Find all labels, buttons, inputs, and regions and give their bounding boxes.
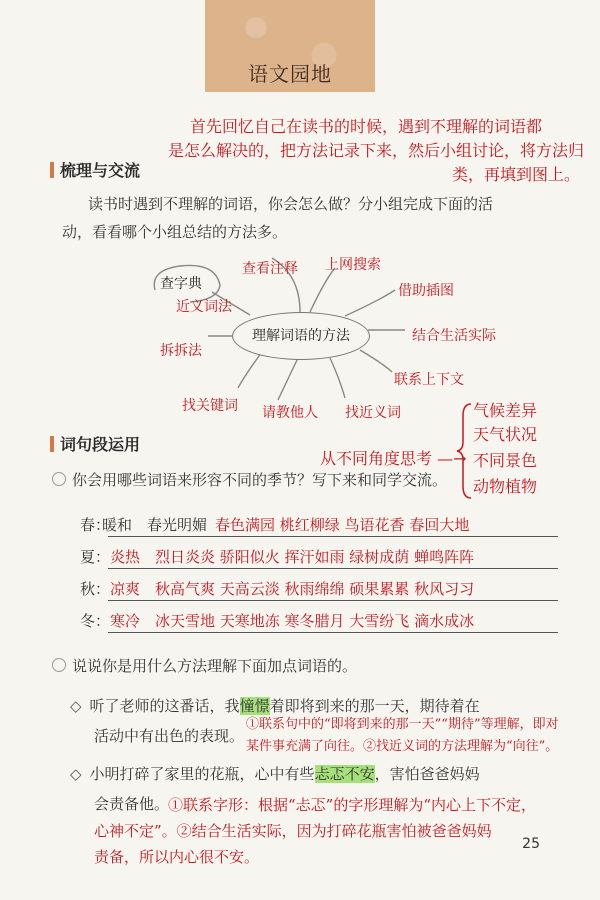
sentence-1-note-line-1: ①联系句中的“即将到来的那一天”“期待”等理解，即对 bbox=[246, 717, 559, 732]
top-note-line-1: 首先回忆自己在读书的时候，遇到不理解的词语都 bbox=[190, 117, 543, 136]
branch-line bbox=[345, 290, 395, 316]
mindmap-node: 上网搜索 bbox=[325, 257, 381, 273]
banner-title: 语文园地 bbox=[248, 62, 332, 86]
question-1: 你会用哪些词语来形容不同的季节？写下来和同学交流。 bbox=[52, 466, 447, 494]
answer-line bbox=[108, 600, 558, 601]
question-marker-icon bbox=[52, 658, 66, 672]
answer-line bbox=[108, 632, 558, 633]
branch-line bbox=[310, 268, 335, 312]
mindmap-node: 找关键词 bbox=[182, 398, 238, 414]
top-note-line-3: 类，再填到图上。 bbox=[452, 165, 581, 184]
top-note-line-2: 是怎么解决的，把方法记录下来，然后小组讨论，将方法归 bbox=[168, 141, 585, 160]
sentence-2-note-line-3: 责备，所以内心很不安。 bbox=[94, 848, 260, 866]
section-heading-1: 梳理与交流 bbox=[50, 158, 140, 181]
intro-line-2: 动，看看哪个小组总结的方法多。 bbox=[62, 223, 288, 241]
sentence-1-note-line-2: 某件事充满了向往。②找近义词的方法理解为“向往”。 bbox=[246, 739, 559, 754]
mindmap-node: 请教他人 bbox=[262, 405, 318, 421]
mindmap-node: 结合生活实际 bbox=[412, 328, 496, 344]
aspect-item: 气候差异 bbox=[473, 401, 538, 420]
page-number: 25 bbox=[522, 836, 540, 852]
season-row-autumn: 秋：凉爽 秋高气爽 天高云淡 秋雨绵绵 硕果累累 秋风习习 bbox=[80, 580, 475, 598]
season-row-spring: 春：暖和 春光明媚 春色满园 桃红柳绿 鸟语花香 春回大地 bbox=[80, 516, 470, 534]
highlight-word: 忐忑不安 bbox=[314, 765, 375, 783]
sentence-2-note-line-1: ①联系字形：根据“忐忑”的字形理解为“内心上下不定， bbox=[168, 796, 537, 814]
highlight-word: 憧憬 bbox=[239, 697, 270, 715]
branch-line bbox=[330, 358, 345, 398]
section-bar-icon bbox=[50, 436, 54, 452]
answer-line bbox=[108, 568, 558, 569]
section-heading-2: 词句段运用 bbox=[50, 432, 140, 455]
branch-line bbox=[360, 350, 392, 372]
sentence-2-line-2: 会责备他。 bbox=[94, 795, 170, 813]
mindmap-node: 拆拆法 bbox=[160, 343, 202, 359]
arrow-right-icon: —→ bbox=[432, 449, 467, 468]
mindmap-node: 联系上下文 bbox=[394, 372, 464, 388]
season-row-summer: 夏：炎热 烈日炎炎 骄阳似火 挥汗如雨 绿树成荫 蝉鸣阵阵 bbox=[80, 548, 475, 566]
mindmap-center: 理解词语的方法 bbox=[232, 312, 370, 360]
question-marker-icon bbox=[52, 472, 66, 486]
mindmap-printed-node: 查字典 bbox=[160, 276, 202, 292]
angle-note: 从不同角度思考 —→ bbox=[320, 449, 467, 468]
aspect-item: 动物植物 bbox=[473, 477, 538, 496]
intro-line-1: 读书时遇到不理解的词语，你会怎么做？分小组完成下面的活 bbox=[88, 195, 494, 213]
sentence-2-note-line-2: 心神不定”。②结合生活实际，因为打碎花瓶害怕被爸爸妈妈 bbox=[94, 822, 492, 840]
sentence-1-line-1: ◇ 听了老师的这番话，我憧憬着即将到来的那一天，期待着在 bbox=[70, 692, 480, 720]
question-2: 说说你是用什么方法理解下面加点词语的。 bbox=[52, 652, 357, 680]
mindmap-node: 借助插图 bbox=[398, 283, 454, 299]
mindmap-node: 查看注释 bbox=[242, 261, 298, 277]
sentence-1-line-2: 活动中有出色的表现。 bbox=[94, 727, 245, 745]
diamond-bullet-icon: ◇ bbox=[70, 697, 82, 715]
answer-line bbox=[108, 536, 558, 537]
mindmap-node: 近义词法 bbox=[176, 299, 232, 315]
season-row-winter: 冬：寒冷 冰天雪地 天寒地冻 寒冬腊月 大雪纷飞 滴水成冰 bbox=[80, 612, 475, 630]
mindmap-node: 找近义词 bbox=[345, 405, 401, 421]
aspect-item: 不同景色 bbox=[473, 451, 538, 470]
branch-line bbox=[278, 358, 298, 400]
branch-line bbox=[238, 352, 262, 388]
sentence-2-line-1: ◇ 小明打碎了家里的花瓶，心中有些忐忑不安，害怕爸爸妈妈 bbox=[70, 760, 480, 788]
diamond-bullet-icon: ◇ bbox=[70, 765, 82, 783]
aspect-item: 天气状况 bbox=[473, 425, 538, 444]
